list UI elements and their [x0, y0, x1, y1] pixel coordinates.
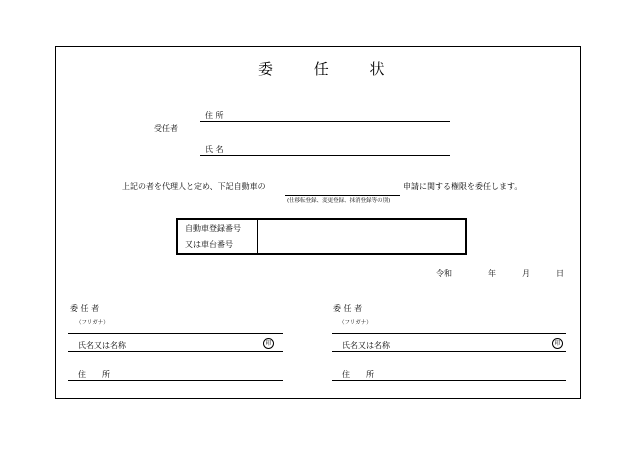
- principal-right-furigana-line[interactable]: [332, 333, 566, 334]
- agent-name-line[interactable]: [200, 155, 450, 156]
- principal-right-address-line[interactable]: [332, 380, 566, 381]
- statement-after: 申請に関する権限を委任します。: [403, 182, 523, 191]
- registration-label-2: 又は車台番号: [185, 240, 233, 249]
- principal-left-name-label: 氏名又は名称: [78, 341, 126, 350]
- registration-divider: [257, 220, 258, 253]
- agent-name-label: 氏 名: [205, 145, 224, 154]
- principal-left-furigana-line[interactable]: [68, 333, 283, 334]
- principal-left-name-line[interactable]: [68, 351, 283, 352]
- principal-right-name-line[interactable]: [332, 351, 566, 352]
- principal-left-address-label: 住 所: [78, 370, 110, 379]
- principal-left-address-line[interactable]: [68, 380, 283, 381]
- date-era: 令和: [436, 269, 452, 278]
- agent-address-label: 住 所: [205, 111, 224, 120]
- application-type-note: (仕移転登録、変更登録、抹消登録等の別): [287, 198, 391, 204]
- agent-label: 受任者: [154, 124, 178, 133]
- agent-address-line[interactable]: [200, 121, 450, 122]
- statement-before: 上記の者を代理人と定め、下記自動車の: [122, 182, 266, 191]
- principal-right-label: 委 任 者: [333, 304, 363, 313]
- principal-left-label: 委 任 者: [70, 304, 100, 313]
- principal-right-name-label: 氏名又は名称: [342, 341, 390, 350]
- date-day: 日: [556, 269, 564, 278]
- date-month: 月: [522, 269, 530, 278]
- registration-box: [176, 218, 467, 255]
- page-title: 委 任 状: [258, 60, 403, 78]
- date-year: 年: [488, 269, 496, 278]
- application-type-line[interactable]: [285, 195, 400, 196]
- registration-label-1: 自動車登録番号: [185, 224, 241, 233]
- principal-right-seal-icon: 印: [552, 338, 563, 349]
- principal-right-address-label: 住 所: [342, 370, 374, 379]
- principal-left-seal-icon: 印: [263, 338, 274, 349]
- principal-left-furigana: （フリガナ）: [76, 320, 109, 326]
- principal-right-furigana: （フリガナ）: [339, 320, 372, 326]
